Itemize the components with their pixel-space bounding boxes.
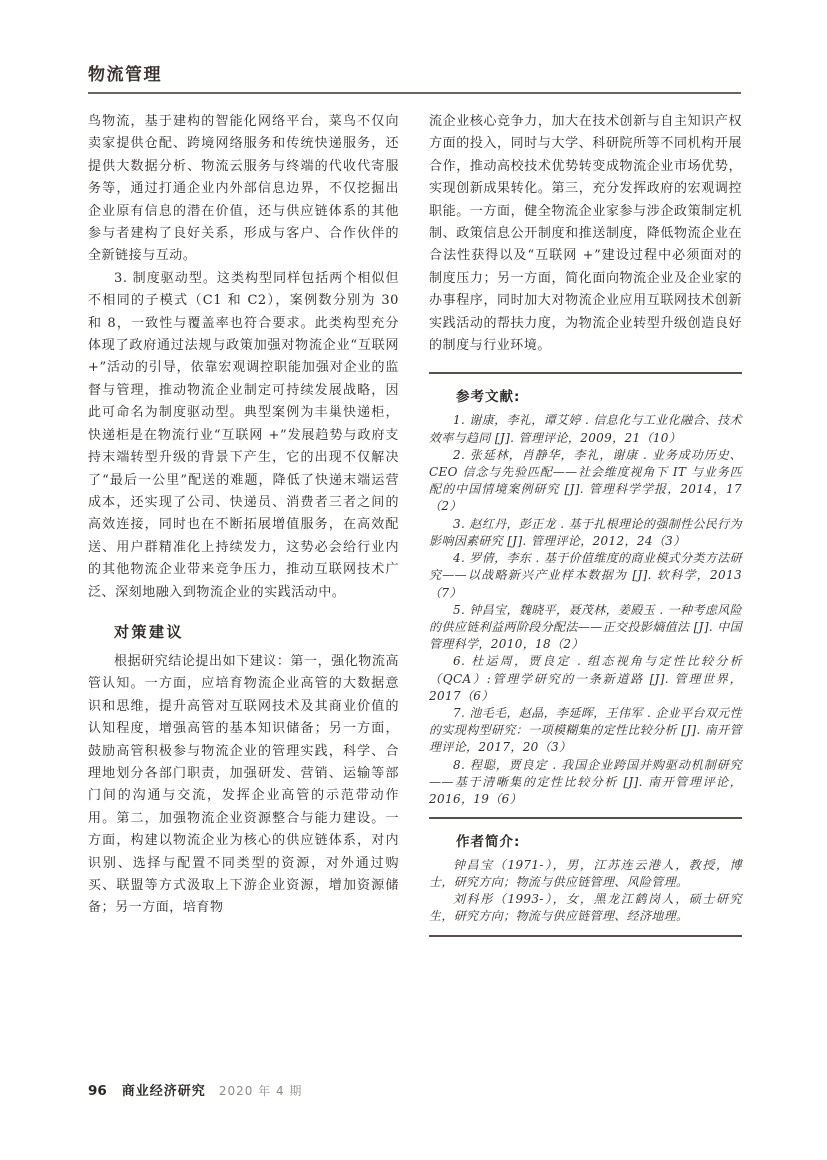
authors-section <box>429 830 742 925</box>
paragraph-continuation: 流企业核心竞争力，加大在技术创新与自主知识产权方面的投入，同时与大学、科研院所等不同机构开展合作，推动高校技术优势转变成物流企业市场优势，实现创新成果转化。第三，充分发挥政府的宏观调控职能。一方面，健全物流企业家参与涉企政策制定机制、政策信息公开制度和推送制度，降低物流企业在合法性获得以及“互联网 +”建设过程中必须面对的制度压力；另一方面，简化面向物流企业及企业家的办事程序，同时加大对物流企业应用互联网技术创新实践活动的帮扶力度，为物流企业转型升级创造良好的制度与行业环境。 <box>429 114 742 354</box>
right-column <box>429 111 742 937</box>
reference-item: 4. 罗倩，李东 . 基于价值维度的商业模式分类方法研究——以战略新兴产业样本数据为 [J]. 软科学，2013（7） <box>429 551 742 600</box>
references-heading: 参考文献: <box>456 389 521 406</box>
page-header <box>88 60 741 94</box>
author-item: 刘科彤（1993-），女，黑龙江鹤岗人，硕士研究生，研究方向；物流与供应链管理、经济地理。 <box>429 891 742 923</box>
page-footer <box>88 1080 302 1099</box>
journal-name: 商业经济研究 <box>121 1084 206 1099</box>
page-number: 96 <box>88 1083 107 1099</box>
header-rule <box>88 92 741 94</box>
reference-item: 7. 池毛毛，赵晶，李延晖，王伟军 . 企业平台双元性的实现构型研究：一项模糊集的定性比较分析 [J]. 南开管理评论，2017，20（3） <box>429 705 742 755</box>
left-column <box>88 111 399 920</box>
reference-item: 2. 张延林，肖静华，李礼，谢康 . 业务成功历史、CEO 信念与先验匹配——社会维度视角下 IT 与业务匹配的中国情境案例研究 [J]. 管理科学学报，2014，17（2） <box>429 447 742 514</box>
authors-heading: 作者简介: <box>456 834 521 851</box>
reference-item: 5. 钟昌宝，魏晓平，聂茂林，姜殿玉 . 一种考虑风险的供应链利益两阶段分配法——正交投影熵值法 [J]. 中国管理科学，2010，18（2） <box>429 602 742 652</box>
section-heading-suggestions: 对策建议 <box>114 622 185 641</box>
authors-bottom-rule <box>429 935 742 937</box>
paragraph-cainiao: 鸟物流，基于建构的智能化网络平台，菜鸟不仅向卖家提供仓配、跨境网络服务和传统快递服务，还提供大数据分析、物流云服务与终端的代收代寄服务等，通过打通企业内外部信息边界，不仅挖掘出企业原有信息的潜在价值，还与供应链体系的其他参与者建构了良好关系，形成与客户、合作伙伴的全新链接与互动。 <box>88 114 399 264</box>
section-label: 物流管理 <box>88 65 162 85</box>
reference-item: 1. 谢康，李礼，谭艾婷 . 信息化与工业化融合、技术效率与趋同 [J]. 管理评论，2009，21（10） <box>429 413 742 445</box>
authors-list <box>429 857 742 925</box>
references-top-rule <box>429 372 742 374</box>
issue-label: 2020 年 4 期 <box>218 1084 303 1098</box>
paragraph-suggestions: 根据研究结论提出如下建议：第一，强化物流高管认知。一方面，应培育物流企业高管的大数据意识和思维，提升高管对互联网技术及其商业价值的认知程度，增强高管的基本知识储备；另一方面，鼓励高管积极参与物流企业的管理实践，科学、合理地划分各部门职责，加强研发、营销、运输等部门间的沟通与交流，发挥企业高管的示范带动作用。第二，加强物流企业资源整合与能力建设。一方面，构建以物流企业为核心的供应链体系，对内识别、选择与配置不同类型的资源，对外通过购买、联盟等方式汲取上下游企业资源，增加资源储备；另一方面，培育物 <box>88 653 399 916</box>
references-section <box>429 385 742 808</box>
author-item: 钟昌宝（1971-），男，江苏连云港人，教授，博士，研究方向；物流与供应链管理、风险管理。 <box>429 858 742 890</box>
authors-top-rule <box>429 817 742 819</box>
reference-item: 3. 赵红丹，彭正龙 . 基于扎根理论的强制性公民行为影响因素研究 [J]. 管理评论，2012，24（3） <box>429 516 742 548</box>
references-list <box>429 412 742 808</box>
reference-item: 6. 杜运周，贾良定 . 组态视角与定性比较分析（QCA）:管理学研究的一条新道路 [J]. 管理世界，2017（6） <box>429 654 742 703</box>
reference-item: 8. 程聪，贾良定 . 我国企业跨国并购驱动机制研究——基于清晰集的定性比较分析 [J]. 南开管理评论，2016，19（6） <box>429 757 742 806</box>
paragraph-institution-driven: 3. 制度驱动型。这类构型同样包括两个相似但不相同的子模式（C1 和 C2），案例数分别为 30 和 8，一致性与覆盖率也符合要求。此类构型充分体现了政府通过法规与政策加强对物流企业“互联网 +”活动的引导，依靠宏观调控职能加强对企业的监督与管理，推动物流企业制定可持续发展战略，因此可命名为制度驱动型。典型案例为丰巢快递柜，快递柜是在物流行业“互联网 +”发展趋势与政府支持末端转型升级的背景下产生，它的出现不仅解决了“最后一公里”配送的难题，降低了快递末端运营成本，还实现了公司、快递员、消费者三者之间的高效连接，同时也在不断拓展增值服务，在高效配送、用户群精准化上持续发力，这势必会给行业内的其他物流企业带来竞争压力，推动互联网技术广泛、深刻地融入到物流企业的实践活动中。 <box>88 270 399 600</box>
